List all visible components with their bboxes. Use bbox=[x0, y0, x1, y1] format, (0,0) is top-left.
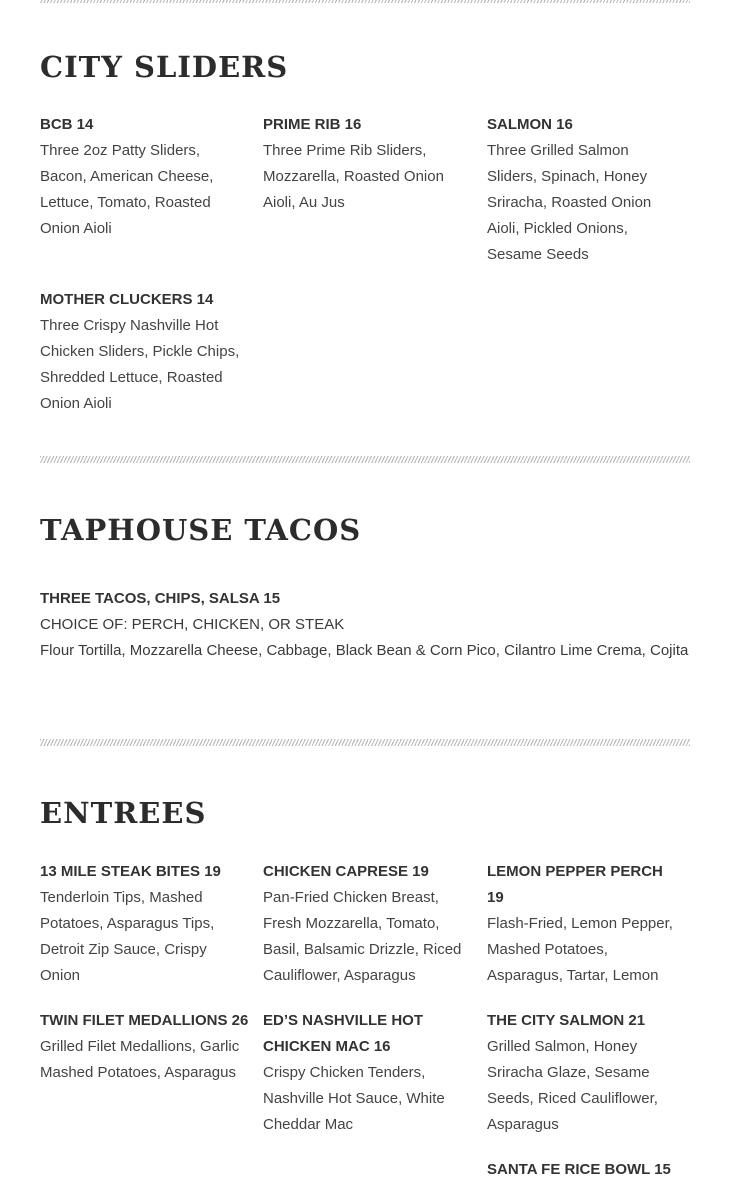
menu-item-name: SANTA FE RICE BOWL 15 bbox=[487, 1161, 671, 1178]
menu-item-prime-rib bbox=[263, 112, 487, 268]
menu-item-description: Flour Tortilla, Mozzarella Cheese, Cabbage, Black Bean & Corn Pico, Cilantro Lime Crema, Cojita bbox=[40, 642, 689, 659]
menu-item-name: MOTHER CLUCKERS 14 bbox=[40, 291, 214, 308]
menu-item-name: CHICKEN CAPRESE 19 bbox=[263, 863, 429, 880]
menu-item-name: 13 MILE STEAK BITES 19 bbox=[40, 863, 221, 880]
menu-item-bcb bbox=[40, 112, 263, 268]
menu-item-santa-fe-rice-bowl bbox=[487, 1157, 690, 1183]
menu-item-description: Crispy Chicken Tenders, Nashville Hot Sauce, White Cheddar Mac bbox=[263, 1064, 445, 1133]
menu-item-description: Tenderloin Tips, Mashed Potatoes, Asparagus Tips, Detroit Zip Sauce, Crispy Onion bbox=[40, 889, 215, 984]
entrees-title: ENTREES bbox=[40, 796, 207, 830]
entrees-grid bbox=[40, 859, 690, 1183]
menu-item-city-salmon bbox=[487, 1008, 690, 1138]
entrees-column bbox=[487, 859, 690, 1183]
menu-item-mother-cluckers bbox=[40, 287, 263, 417]
entrees-column bbox=[40, 859, 263, 1183]
section-divider bbox=[40, 456, 690, 463]
menu-item-twin-filet bbox=[40, 1008, 263, 1086]
section-divider bbox=[40, 739, 690, 746]
menu-item-name: THREE TACOS, CHIPS, SALSA 15 bbox=[40, 590, 281, 607]
menu-item-description: Grilled Filet Medallions, Garlic Mashed Potatoes, Asparagus bbox=[40, 1038, 240, 1081]
menu-item-salmon bbox=[487, 112, 690, 268]
menu-item-description: Three Prime Rib Sliders, Mozzarella, Roasted Onion Aioli, Au Jus bbox=[263, 142, 444, 211]
menu-item-description: Three 2oz Patty Sliders, Bacon, American Cheese, Lettuce, Tomato, Roasted Onion Aioli bbox=[40, 142, 214, 237]
menu-item-name: TWIN FILET MEDALLIONS 26 bbox=[40, 1012, 249, 1029]
menu-item-choice: CHOICE OF: PERCH, CHICKEN, OR STEAK bbox=[40, 616, 345, 633]
menu-item-name: PRIME RIB 16 bbox=[263, 116, 362, 133]
city-sliders-title: CITY SLIDERS bbox=[40, 50, 289, 84]
taphouse-tacos-title: TAPHOUSE TACOS bbox=[40, 513, 362, 547]
menu-item-chicken-caprese bbox=[263, 859, 487, 989]
menu-item-lemon-pepper-perch bbox=[487, 859, 690, 989]
menu-item-steak-bites bbox=[40, 859, 263, 989]
menu-item-name: BCB 14 bbox=[40, 116, 94, 133]
menu-item-description: Pan-Fried Chicken Breast, Fresh Mozzarella, Tomato, Basil, Balsamic Drizzle, Riced Cauliflower, Asparagus bbox=[263, 889, 462, 984]
menu-item-name: THE CITY SALMON 21 bbox=[487, 1012, 646, 1029]
menu-item-description: Three Grilled Salmon Sliders, Spinach, Honey Sriracha, Roasted Onion Aioli, Pickled Onions, Sesame Seeds bbox=[487, 142, 652, 263]
menu-item-description: Flash-Fried, Lemon Pepper, Mashed Potatoes, Asparagus, Tartar, Lemon bbox=[487, 915, 673, 984]
menu-item-description: Three Crispy Nashville Hot Chicken Sliders, Pickle Chips, Shredded Lettuce, Roasted Onion Aioli bbox=[40, 317, 240, 412]
entrees-column bbox=[263, 859, 487, 1183]
menu-item-nashville-mac bbox=[263, 1008, 487, 1138]
menu-item-name: SALMON 16 bbox=[487, 116, 573, 133]
menu-item-description: Grilled Salmon, Honey Sriracha Glaze, Sesame Seeds, Riced Cauliflower, Asparagus bbox=[487, 1038, 658, 1133]
menu-item-name: ED’S NASHVILLE HOT CHICKEN MAC 16 bbox=[263, 1012, 424, 1055]
city-sliders-grid bbox=[40, 112, 690, 417]
menu-item-name: LEMON PEPPER PERCH 19 bbox=[487, 863, 663, 906]
tacos-item bbox=[40, 586, 700, 664]
top-divider bbox=[40, 0, 690, 3]
